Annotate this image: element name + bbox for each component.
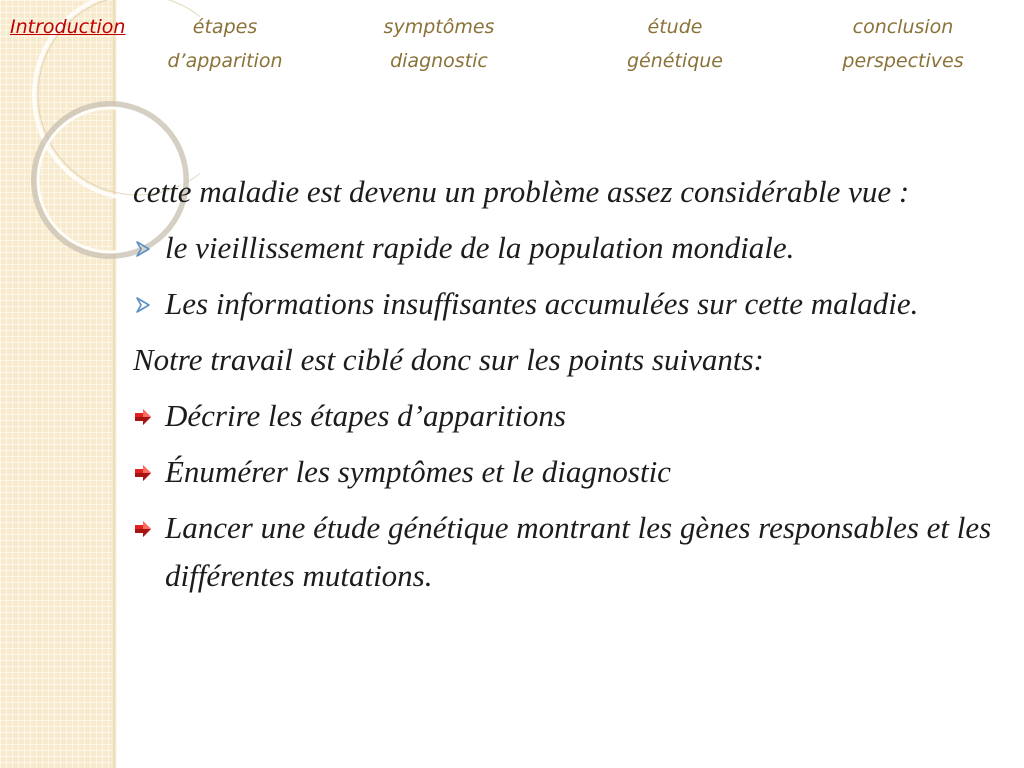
nav-item-label: Introduction	[10, 16, 126, 38]
nav-item-conclusion-perspectives[interactable]	[822, 10, 984, 78]
slide-body	[133, 168, 993, 608]
reason-text: le vieillissement rapide de la population mondiale.	[165, 230, 795, 265]
objective-text: Décrire les étapes d’apparitions	[165, 398, 566, 433]
intro-text: cette maladie est devenu un problème assez considérable vue :	[133, 174, 910, 209]
nav-item-label: d’apparition	[167, 50, 283, 72]
nav-item-etapes-apparition[interactable]	[150, 10, 300, 78]
nav-item-label: conclusion	[852, 16, 954, 38]
objective-bullet	[133, 392, 993, 440]
outlined-arrow-icon	[133, 295, 153, 315]
nav-item-introduction[interactable]	[10, 10, 138, 44]
objective-text: Lancer une étude génétique montrant les gènes responsables et les différentes mutations.	[165, 510, 992, 593]
reason-bullet	[133, 280, 993, 328]
objective-text: Énumérer les symptômes et le diagnostic	[165, 454, 671, 489]
nav-item-label: diagnostic	[390, 50, 488, 72]
nav-item-label: étude	[647, 16, 703, 38]
nav-item-symptomes-diagnostic[interactable]	[364, 10, 514, 78]
objective-bullet	[133, 448, 993, 496]
nav-item-etude-genetique[interactable]	[600, 10, 750, 78]
red-3d-arrow-icon	[133, 463, 153, 483]
nav-item-label: symptômes	[383, 16, 495, 38]
reason-bullet	[133, 224, 993, 272]
nav-item-label: étapes	[192, 16, 258, 38]
red-3d-arrow-icon	[133, 519, 153, 539]
reason-text: Les informations insuffisantes accumulées sur cette maladie.	[165, 286, 919, 321]
objectives-heading: Notre travail est ciblé donc sur les points suivants:	[133, 342, 764, 377]
red-3d-arrow-icon	[133, 407, 153, 427]
outlined-arrow-icon	[133, 239, 153, 259]
nav-item-label: génétique	[626, 50, 723, 72]
section-navigation	[0, 0, 1024, 80]
nav-item-label: perspectives	[842, 50, 964, 72]
objective-bullet	[133, 504, 993, 600]
